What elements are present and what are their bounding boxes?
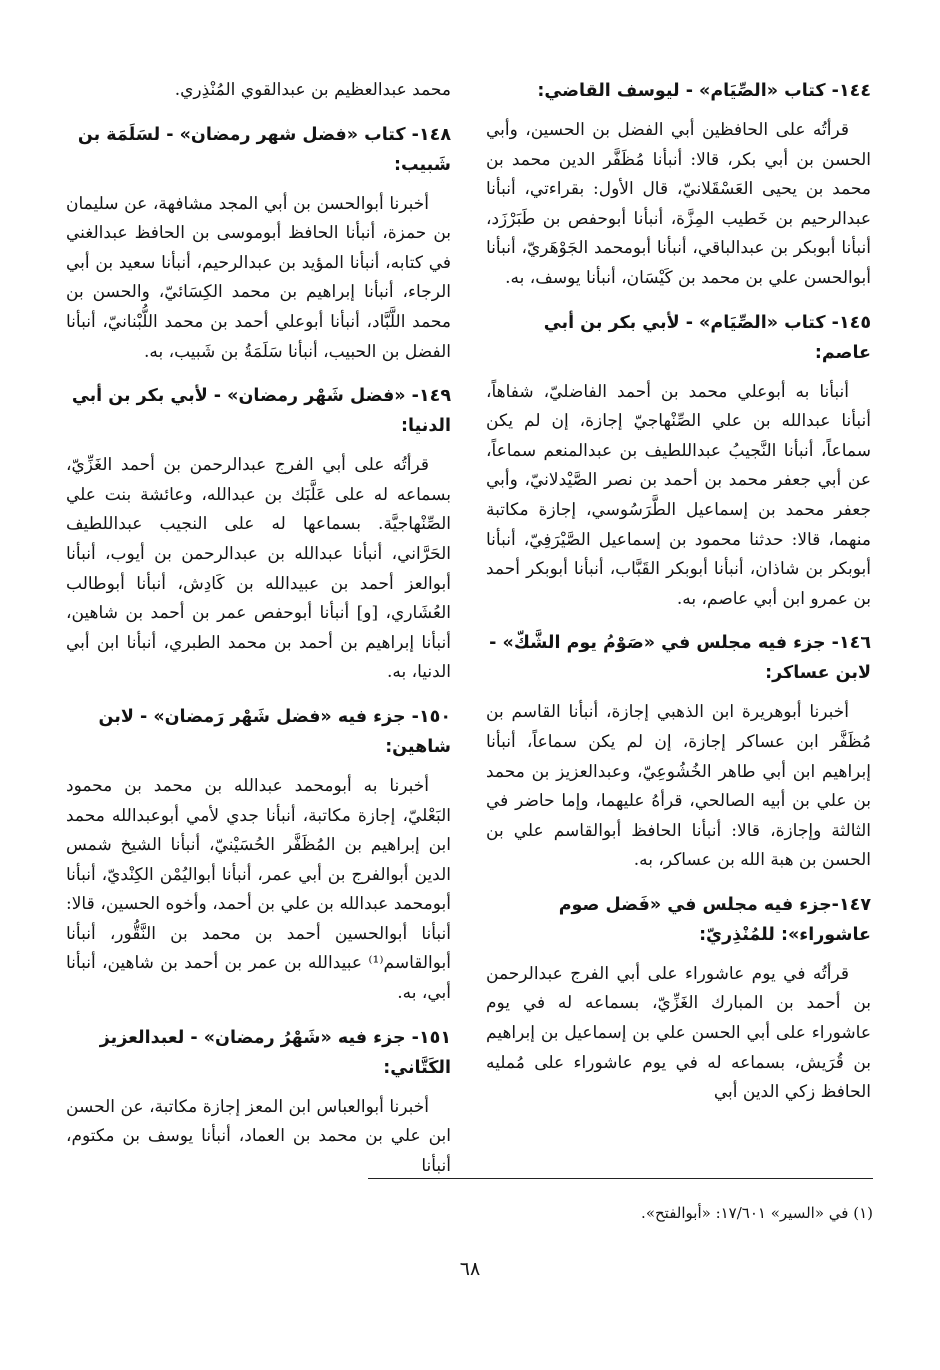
entry-heading-145: ١٤٥- كتاب «الصِّيَام» - لأبي بكر بن أبي عاصم: (543, 312, 871, 363)
page-number: ٦٨ (459, 1258, 481, 1280)
entry-text-144: قرأتُه على الحافظين أبي الفضل بن الحسين، وأبي الحسن بن أبي بكر، قالا: أنبأنا مُظَفَّر الدين محمد بن محمد بن يحيى العَسْقَلانيّ، قال الأول: بقراءتي، أنبأنا عبدالرحيم بن خَطيب المِزَّة، أنبأنا أبوحفص بن طَبَرْزَد، أنبأنا أبوبكر بن عبدالباقي، أنبأنا أبومحمد الجَوْهَريّ، أنبأنا أبوالحسن علي بن محمد بن كَيْسَان، أنبأنا يوسف، به. (486, 120, 871, 288)
entry-heading-144: ١٤٤- كتاب «الصِّيَام» - ليوسف القاضي: (537, 81, 871, 101)
entry-text-150: أخبرنا به أبومحمد عبدالله بن محمد بن محمود البَعْليّ، إجازة مكاتبة، أنبأنا جدي لأمي أبوعبدالله محمد ابن إبراهيم بن المُظَفَّر الحُسَيْنيّ، أنبأنا الشيخ شمس الدين أبوالفرج بن أبي عمر، أنبأنا أبواليُمْن الكِنْديّ، أنبأنا أبومحمد عبدالله بن علي بن أحمد، وأخوه الحسين، قالا: أنبأنا أبوالحسين أحمد بن محمد بن النَّقُّور، أنبأنا أبوالقاسم⁽¹⁾ عبيدالله بن عمر بن أحمد بن شاهين، أنبأنا أبي، به. (66, 775, 451, 1004)
entry-heading-151: ١٥١- جزء فيه «شَهْرُ رمضان» - لعبدالعزيز الكَتَّاني: (99, 1027, 451, 1078)
left-column (66, 76, 451, 1176)
entry-heading-146: ١٤٦- جزء فيه مجلس في «صَوْمُ يوم الشَّكّ» - لابن عساكر: (489, 633, 871, 684)
entry-heading-149: ١٤٩- «فضل شَهْر رمضان» - لأبي بكر بن أبي الدنيا: (71, 386, 451, 437)
entry-text-145: أنبأنا به أبوعلي محمد بن أحمد الفاضليّ، شفاهاً، أنبأنا عبدالله بن علي الصِّنْهاجيّ إجازة، إن لم يكن سماعاً، أنبأنا النَّجيبُ عبداللطيف بن عبدالمنعم سماعاً، عن أبي جعفر محمد بن أحمد بن نصر الصَّيْدلانيّ، وأبي جعفر محمد بن إسماعيل الطَّرَسُوسي، إجازة مكاتبة منهما، قالا: حدثنا محمود بن إسماعيل الصَّيْرَفِيّ، أنبأنا أبوبكر بن شاذان، أنبأنا أبوبكر القَبَّاب، أنبأنا أبوبكر أحمد بن عمرو ابن أبي عاصم، به. (486, 381, 871, 609)
entry-heading-148: ١٤٨- كتاب «فضل شهر رمضان» - لسَلَمَة بن شَبيب: (77, 124, 451, 175)
footnote-divider (368, 1178, 873, 1179)
entry-text-147: قرأتُه في يوم عاشوراء على أبي الفرج عبدالرحمن بن أحمد بن المبارك الغَزِّيّ، بسماعه له في يوم عاشوراء على أبي الحسن علي بن إسماعيل بن إبراهيم بن قُرَيش، بسماعه له في يوم عاشوراء على مُمليه الحافظ زكي الدين أبي (486, 963, 871, 1103)
entry-heading-150: ١٥٠- جزء فيه «فضل شَهْر رَمضان» - لابن شاهين: (98, 706, 451, 757)
entry-text-151: أخبرنا أبوالعباس ابن المعز إجازة مكاتبة، عن الحسن ابن علي بن محمد بن العماد، أنبأنا يوسف بن مكتوم، أنبأنا (66, 1096, 451, 1176)
entry-text-146: أخبرنا أبوهريرة ابن الذهبي إجازة، أنبأنا القاسم بن مُظَفَّر ابن عساكر إجازة، إن لم يكن سماعاً، أنبأنا إبراهيم ابن أبي طاهر الخُشُوعِيّ، وعبدالعزيز بن محمد بن علي بن أبيه الصالحي، قرأهُ عليهما، وإما حاضر في الثالثة وإجازة، قالا: أنبأنا الحافظ أبوالقاسم علي بن الحسن بن هبة الله بن عساكر، به. (486, 702, 871, 871)
right-column (486, 76, 871, 1176)
entry-text-148: أخبرنا أبوالحسن بن أبي المجد مشافهة، عن سليمان بن حمزة، أنبأنا الحافظ أبوموسى بن الحافظ عبدالغني في كتابه، أنبأنا المؤيد بن عبدالرحيم، أنبأنا سعيد بن أبي الرجاء، أنبأنا إبراهيم بن محمد الكِسَائيّ، والحسن بن محمد اللَّبَّاد، أنبأنا أبوعلي أحمد بن محمد اللُّبْنانيّ، أنبأنا الفضل بن الحبيب، أنبأنا سَلَمَةُ بن شَبيب، به. (66, 193, 451, 362)
entry-text-149: قرأتُه على أبي الفرج عبدالرحمن بن أحمد الغَزِّيّ، بسماعه له على عَلَّبَك بن عبدالله، وعائشة بنت علي الصِّنْهاجيَّة. بسماعها له على النجيب عبداللطيف الحَرَّاني، أنبأنا عبدالله بن عبدالرحمن بن أيوب، أنبأنا أبوالعز أحمد بن عبيدالله بن كَادِش، أنبأنا أبوطالب العُشَاري، [و] أنبأنا أبوحفص عمر بن أحمد بن شاهين، أنبأنا إبراهيم بن أحمد بن محمد الطبري، أنبأنا ابن أبي الدنيا، به. (66, 455, 451, 683)
footnote: (١) في «السير» ١٧/٦٠١: «أبوالفتح». (641, 1204, 873, 1222)
entry-heading-147: ١٤٧-جزء فيه مجلس في «فَضل صوم عاشوراء»: للمُنْذِريّ: (558, 894, 871, 945)
continued-text: محمد عبدالعظيم بن عبدالقوي المُنْذِري. (174, 80, 451, 100)
